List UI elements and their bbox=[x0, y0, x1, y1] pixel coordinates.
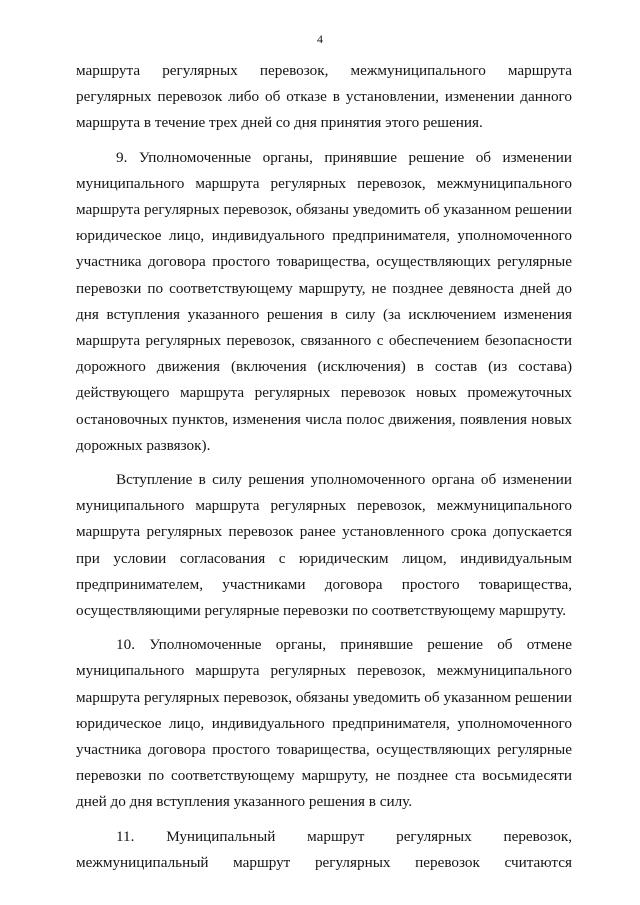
paragraph-10: 10. Уполномоченные органы, принявшие решение об отмене муниципального маршрута регулярных перевозок, межмуниципального маршрута регулярных перевозок, обязаны уведомить об указанном решении юридическое лицо, индивидуального предпринимателя, уполномоченного участника договора простого товарищества, осуществляющих регулярные перевозки по соответствующему маршруту, не позднее ста восьмидесяти дней до дня вступления указанного решения в силу. bbox=[76, 636, 572, 811]
paragraph-continuation: маршрута регулярных перевозок, межмуниципального маршрута регулярных перевозок либо об отказе в установлении, изменении данного маршрута в течение трех дней со дня принятия этого решения. bbox=[76, 62, 572, 132]
paragraph-11: 11. Муниципальный маршрут регулярных перевозок, межмуниципальный маршрут регулярных перевозок считаются bbox=[76, 827, 572, 871]
document-body bbox=[76, 58, 572, 876]
paragraph-9-entry-into-force: Вступление в силу решения уполномоченного органа об изменении муниципального маршрута регулярных перевозок, межмуниципального маршрута регулярных перевозок ранее установленного срока допускается при условии согласования с юридическим лицом, индивидуальным предпринимателем, участниками договора простого товарищества, осуществляющими регулярные перевозки по соответствующему маршруту. bbox=[76, 471, 572, 620]
page-number: 4 bbox=[317, 32, 323, 46]
paragraph-9: 9. Уполномоченные органы, принявшие решение об изменении муниципального маршрута регулярных перевозок, межмуниципального маршрута регулярных перевозок, обязаны уведомить об указанном решении юридическое лицо, индивидуального предпринимателя, уполномоченного участника договора простого товарищества, осуществляющих регулярные перевозки по соответствующему маршруту, не позднее девяноста дней до дня вступления указанного решения в силу (за исключением изменения маршрута регулярных перевозок, связанного с обеспечением безопасности дорожного движения (включения (исключения) в состав (из состава) действующего маршрута регулярных перевозок новых промежуточных остановочных пунктов, изменения числа полос движения, появления новых дорожных развязок). bbox=[76, 148, 572, 454]
